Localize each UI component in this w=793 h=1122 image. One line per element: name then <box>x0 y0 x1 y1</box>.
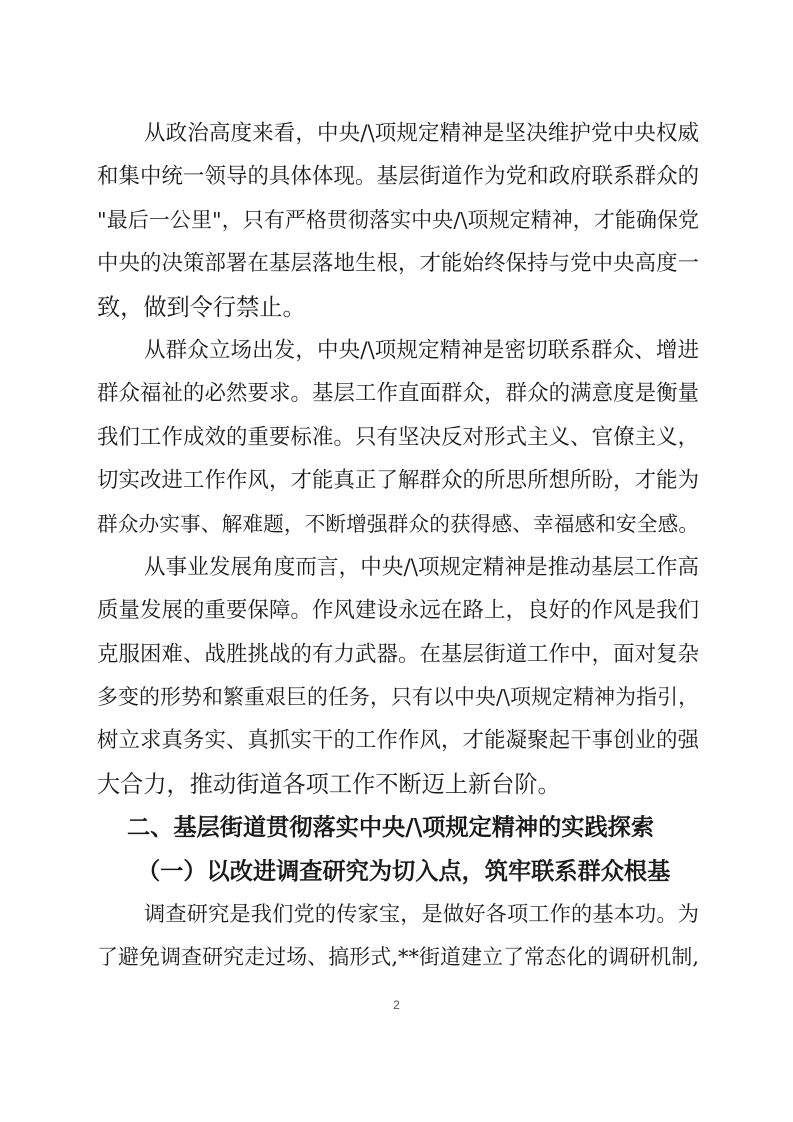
paragraph-line: 群众办实事、解难题，不断增强群众的获得感、幸福感和安全感。 <box>97 511 699 536</box>
paragraph-line: 树立求真务实、真抓实干的工作作风，才能凝聚起干事创业的强 <box>97 728 699 754</box>
page-number: 2 <box>393 998 400 1012</box>
paragraph-line: 我们工作成效的重要标准。只有坚决反对形式主义、官僚主义， <box>97 424 699 450</box>
document-body <box>97 112 699 980</box>
paragraph-line: 从群众立场出发，中央/\项规定精神是密切联系群众、增进 <box>144 337 699 363</box>
paragraph-line: 调查研究是我们党的传家宝，是做好各项工作的基本功。为 <box>144 902 699 928</box>
subsection-heading: （一）以改进调查研究为切入点，筑牢联系群众根基 <box>137 857 671 885</box>
paragraph-line: 群众福祉的必然要求。基层工作直面群众，群众的满意度是衡量 <box>97 381 699 407</box>
paragraph-line: 克服困难、战胜挑战的有力武器。在基层街道工作中，面对复杂 <box>97 641 699 667</box>
paragraph-line: 中央的决策部署在基层落地生根，才能始终保持与党中央高度一 <box>97 251 699 277</box>
paragraph-line: 从事业发展角度而言，中央/\项规定精神是推动基层工作高 <box>144 554 699 580</box>
paragraph-line: 切实改进工作作风，才能真正了解群众的所思所想所盼，才能为 <box>97 468 699 494</box>
paragraph-line: 从政治高度来看，中央/\项规定精神是坚决维护党中央权威 <box>144 121 699 146</box>
paragraph-line: 质量发展的重要保障。作风建设永远在路上，良好的作风是我们 <box>97 598 699 624</box>
paragraph-line: 了避免调查研究走过场、搞形式,**街道建立了常态化的调研机制, <box>97 945 699 970</box>
paragraph-line: "最后一公里"，只有严格贯彻落实中央/\项规定精神，才能确保党 <box>97 207 699 232</box>
paragraph-line: 致，做到令行禁止。 <box>97 293 306 321</box>
paragraph-line: 大合力，推动街道各项工作不断迈上新台阶。 <box>97 770 561 798</box>
paragraph-line: 多变的形势和繁重艰巨的任务，只有以中央/\项规定精神为指引， <box>97 685 699 710</box>
paragraph-line: 和集中统一领导的具体体现。基层街道作为党和政府联系群众的 <box>97 164 699 190</box>
section-heading: 二、基层街道贯彻落实中央/\项规定精神的实践探索 <box>127 814 655 842</box>
